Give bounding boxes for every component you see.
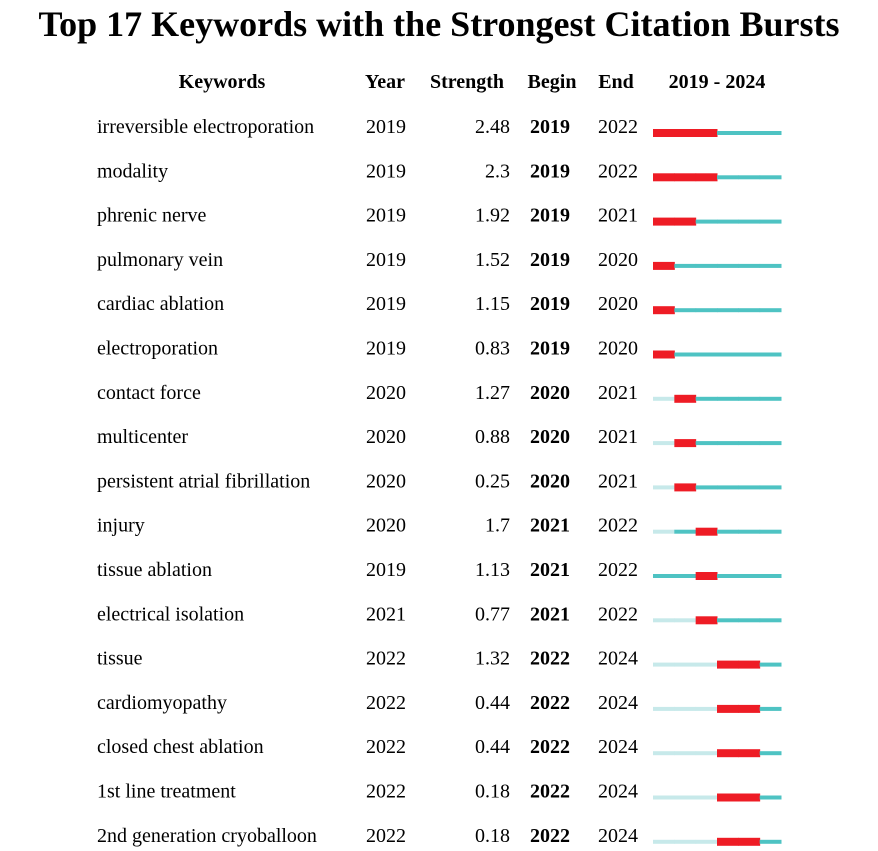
row-end: 2020 [598, 248, 638, 271]
active-segment [717, 308, 739, 312]
active-segment [738, 441, 760, 445]
row-year: 2019 [366, 116, 406, 138]
active-segment [738, 485, 760, 489]
row-strength: 1.52 [475, 248, 510, 271]
row-end: 2022 [598, 514, 638, 537]
row-begin: 2021 [530, 514, 570, 537]
burst-segment [696, 572, 718, 580]
active-segment [717, 175, 739, 179]
row-strength: 2.48 [475, 116, 510, 138]
burst-segment [674, 218, 696, 226]
active-segment [717, 264, 739, 268]
burst-segment [717, 794, 739, 802]
row-end: 2021 [598, 381, 638, 404]
row-end: 2021 [598, 204, 638, 227]
burst-segment [653, 351, 675, 359]
inactive-segment [674, 751, 696, 755]
burst-segment [653, 218, 675, 226]
row-keyword: modality [97, 160, 169, 183]
row-end: 2021 [598, 470, 638, 493]
row-strength: 0.44 [475, 736, 510, 759]
active-segment [738, 397, 760, 401]
burst-segment [738, 749, 760, 757]
row-strength: 1.15 [475, 293, 510, 316]
active-segment [717, 441, 739, 445]
active-segment [717, 574, 739, 578]
row-year: 2020 [366, 470, 406, 493]
burst-row [97, 160, 782, 182]
row-year: 2019 [366, 204, 406, 227]
row-year: 2022 [366, 691, 406, 714]
inactive-segment [674, 663, 696, 667]
row-keyword: multicenter [97, 426, 189, 449]
row-begin: 2021 [530, 603, 570, 626]
burst-segment [738, 794, 760, 802]
row-keyword: irreversible electroporation [97, 116, 315, 138]
row-keyword: 2nd generation cryoballoon [97, 824, 317, 847]
row-year: 2020 [366, 381, 406, 404]
inactive-segment [653, 707, 675, 711]
active-segment [760, 353, 782, 357]
active-segment [760, 175, 782, 179]
inactive-segment [674, 618, 696, 622]
burst-segment [717, 749, 739, 757]
burst-row [97, 116, 782, 138]
row-end: 2022 [598, 116, 638, 138]
row-begin: 2022 [530, 736, 570, 759]
row-end: 2020 [598, 337, 638, 360]
row-year: 2019 [366, 559, 406, 581]
active-segment [696, 264, 718, 268]
active-segment [760, 663, 782, 667]
row-keyword: tissue [97, 647, 143, 670]
inactive-segment [696, 663, 718, 667]
active-segment [717, 485, 739, 489]
active-segment [760, 530, 782, 534]
header-range: 2019 - 2024 [668, 71, 766, 93]
active-segment [760, 840, 782, 844]
row-begin: 2019 [530, 248, 570, 271]
row-begin: 2021 [530, 559, 570, 581]
inactive-segment [653, 397, 675, 401]
inactive-segment [696, 796, 718, 800]
burst-segment [738, 705, 760, 713]
active-segment [674, 530, 696, 534]
active-segment [674, 308, 696, 312]
row-year: 2020 [366, 514, 406, 537]
row-begin: 2019 [530, 337, 570, 360]
active-segment [738, 574, 760, 578]
row-begin: 2020 [530, 426, 570, 449]
row-year: 2022 [366, 824, 406, 847]
burst-segment [653, 173, 675, 181]
row-end: 2020 [598, 293, 638, 316]
row-strength: 0.18 [475, 780, 510, 803]
inactive-segment [696, 707, 718, 711]
burst-row [97, 249, 782, 271]
row-end: 2024 [598, 736, 638, 759]
row-begin: 2022 [530, 824, 570, 847]
active-segment [760, 397, 782, 401]
active-segment [696, 485, 718, 489]
burst-segment [717, 838, 739, 846]
active-segment [760, 131, 782, 135]
burst-row [97, 382, 782, 404]
header-strength: Strength [429, 71, 505, 93]
active-segment [760, 264, 782, 268]
row-year: 2022 [366, 780, 406, 803]
burst-row [97, 825, 782, 847]
row-keyword: contact force [97, 381, 201, 404]
active-segment [696, 441, 718, 445]
burst-row [97, 293, 782, 315]
row-year: 2019 [366, 160, 406, 183]
row-keyword: persistent atrial fibrillation [97, 470, 311, 493]
active-segment [760, 751, 782, 755]
header-end: End [598, 71, 634, 93]
active-segment [696, 308, 718, 312]
inactive-segment [653, 485, 675, 489]
row-strength: 2.3 [485, 160, 510, 183]
burst-row [97, 515, 782, 537]
row-begin: 2019 [530, 204, 570, 227]
burst-row [97, 426, 782, 448]
active-segment [760, 485, 782, 489]
burst-rows [97, 116, 782, 847]
row-begin: 2019 [530, 293, 570, 316]
active-segment [738, 353, 760, 357]
row-keyword: injury [97, 514, 145, 537]
row-keyword: cardiomyopathy [97, 691, 227, 714]
active-segment [760, 707, 782, 711]
active-segment [738, 175, 760, 179]
row-strength: 1.7 [485, 514, 510, 537]
burst-segment [738, 661, 760, 669]
row-keyword: electrical isolation [97, 603, 245, 626]
burst-segment [696, 616, 718, 624]
burst-segment [674, 439, 696, 447]
row-keyword: tissue ablation [97, 559, 212, 581]
burst-segment [674, 483, 696, 491]
burst-row [97, 559, 782, 581]
active-segment [696, 220, 718, 224]
burst-segment [653, 129, 675, 137]
row-end: 2021 [598, 426, 638, 449]
active-segment [738, 308, 760, 312]
burst-row [97, 692, 782, 714]
burst-row [97, 338, 782, 360]
active-segment [738, 131, 760, 135]
row-begin: 2022 [530, 691, 570, 714]
row-keyword: electroporation [97, 337, 219, 360]
row-begin: 2019 [530, 160, 570, 183]
active-segment [717, 220, 739, 224]
row-keyword: closed chest ablation [97, 736, 264, 759]
row-keyword: pulmonary vein [97, 248, 224, 271]
active-segment [717, 353, 739, 357]
burst-segment [653, 262, 675, 270]
burst-segment [717, 661, 739, 669]
active-segment [717, 618, 739, 622]
row-strength: 0.77 [475, 603, 510, 626]
row-strength: 0.25 [475, 470, 510, 493]
burst-segment [674, 129, 696, 137]
row-end: 2022 [598, 559, 638, 581]
row-year: 2022 [366, 647, 406, 670]
row-end: 2022 [598, 603, 638, 626]
inactive-segment [653, 663, 675, 667]
active-segment [760, 220, 782, 224]
row-strength: 0.83 [475, 337, 510, 360]
inactive-segment [653, 840, 675, 844]
row-strength: 1.13 [475, 559, 510, 581]
active-segment [760, 618, 782, 622]
active-segment [674, 574, 696, 578]
active-segment [738, 618, 760, 622]
burst-segment [696, 173, 718, 181]
active-segment [738, 264, 760, 268]
row-strength: 0.44 [475, 691, 510, 714]
row-strength: 0.18 [475, 824, 510, 847]
row-year: 2022 [366, 736, 406, 759]
active-segment [717, 530, 739, 534]
burst-segment [653, 306, 675, 314]
row-keyword: 1st line treatment [97, 780, 236, 803]
active-segment [674, 353, 696, 357]
row-year: 2020 [366, 426, 406, 449]
active-segment [696, 353, 718, 357]
active-segment [674, 264, 696, 268]
header-row [179, 71, 766, 93]
active-segment [696, 397, 718, 401]
row-begin: 2022 [530, 780, 570, 803]
row-year: 2019 [366, 337, 406, 360]
row-strength: 1.27 [475, 381, 510, 404]
active-segment [653, 574, 675, 578]
row-strength: 1.92 [475, 204, 510, 227]
row-end: 2024 [598, 824, 638, 847]
burst-row [97, 736, 782, 758]
active-segment [760, 308, 782, 312]
burst-segment [738, 838, 760, 846]
burst-row [97, 470, 782, 492]
row-begin: 2020 [530, 381, 570, 404]
burst-segment [674, 173, 696, 181]
header-begin: Begin [527, 71, 577, 93]
row-begin: 2022 [530, 647, 570, 670]
burst-row [97, 603, 782, 625]
burst-segment [674, 395, 696, 403]
row-end: 2022 [598, 160, 638, 183]
inactive-segment [653, 796, 675, 800]
inactive-segment [674, 840, 696, 844]
header-year: Year [365, 71, 405, 93]
inactive-segment [696, 840, 718, 844]
burst-segment [717, 705, 739, 713]
active-segment [717, 131, 739, 135]
chart-title: Top 17 Keywords with the Strongest Citation Bursts [38, 4, 840, 44]
active-segment [760, 441, 782, 445]
burst-row [97, 781, 782, 803]
active-segment [760, 796, 782, 800]
burst-row [97, 648, 782, 670]
active-segment [738, 220, 760, 224]
inactive-segment [653, 530, 675, 534]
row-year: 2021 [366, 603, 406, 626]
inactive-segment [674, 707, 696, 711]
active-segment [738, 530, 760, 534]
row-begin: 2020 [530, 470, 570, 493]
active-segment [717, 397, 739, 401]
row-strength: 1.32 [475, 647, 510, 670]
row-end: 2024 [598, 647, 638, 670]
row-keyword: phrenic nerve [97, 204, 207, 227]
inactive-segment [653, 618, 675, 622]
inactive-segment [653, 441, 675, 445]
row-keyword: cardiac ablation [97, 293, 225, 316]
header-keywords: Keywords [178, 71, 266, 93]
inactive-segment [674, 796, 696, 800]
inactive-segment [653, 751, 675, 755]
burst-row [97, 205, 782, 227]
row-begin: 2019 [530, 116, 570, 138]
row-year: 2019 [366, 293, 406, 316]
row-end: 2024 [598, 691, 638, 714]
row-end: 2024 [598, 780, 638, 803]
row-year: 2019 [366, 248, 406, 271]
inactive-segment [696, 751, 718, 755]
active-segment [760, 574, 782, 578]
burst-segment [696, 528, 718, 536]
burst-segment [696, 129, 718, 137]
row-strength: 0.88 [475, 426, 510, 449]
